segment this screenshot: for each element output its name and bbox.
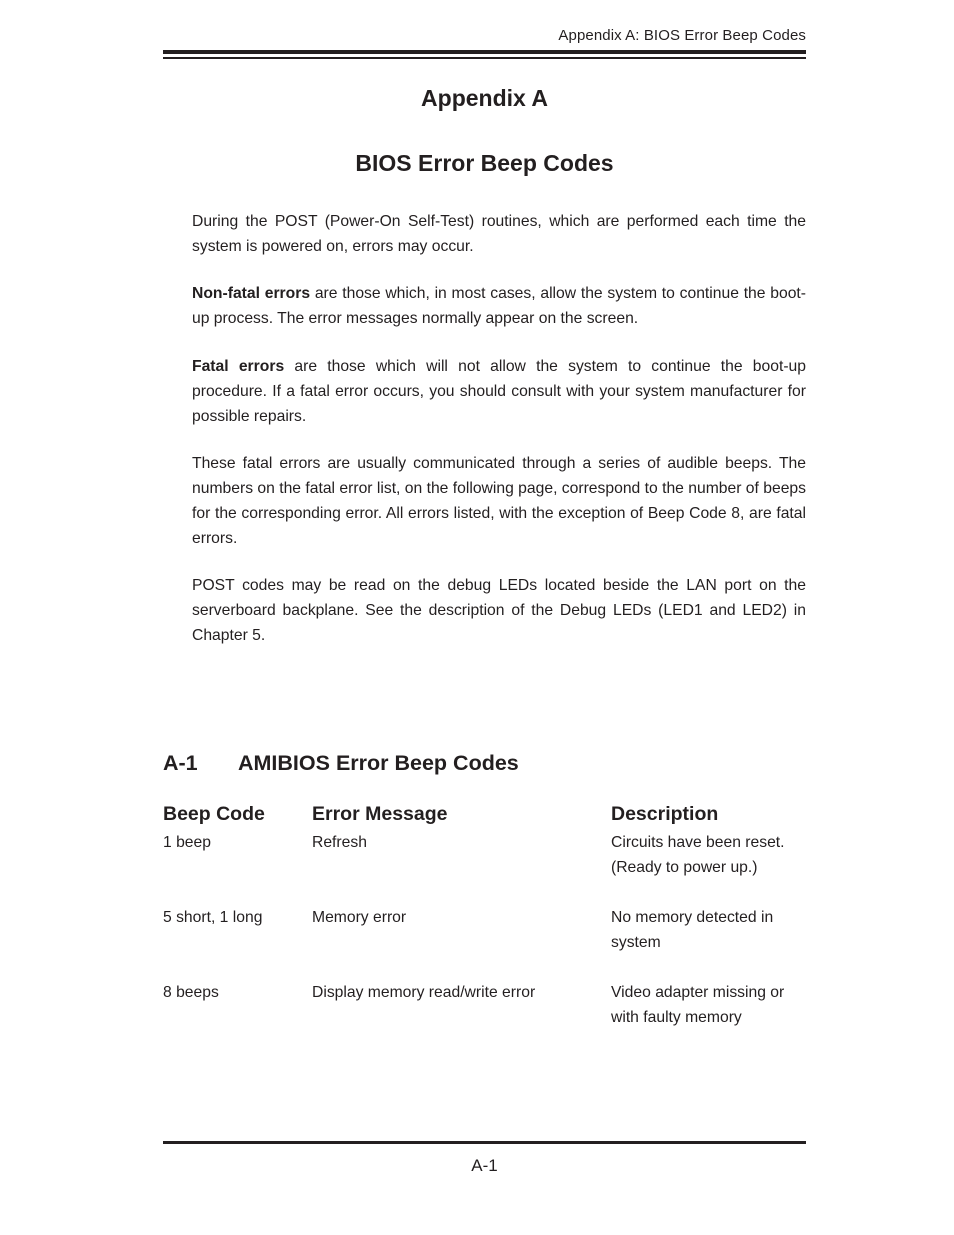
fatal-term: Fatal errors — [192, 358, 285, 375]
table-row-1-description-line1: Circuits have been reset. — [611, 834, 785, 851]
header-rule-thick — [163, 50, 806, 54]
chapter-title: BIOS Error Beep Codes — [355, 150, 614, 176]
beeps-paragraph: These fatal errors are usually communicated through a series of audible beeps. The numbers on the fatal error list, on the following page, correspond to the number of beeps for the corresponding error. All errors listed, with the exception of Beep Code 8, are fatal errors. — [192, 455, 806, 547]
table-row-3-description-line2: with faulty memory — [611, 1009, 742, 1026]
non-fatal-paragraph — [192, 281, 806, 331]
fatal-paragraph — [192, 354, 806, 429]
fatal-text: are those which will not allow the system to continue the boot-up procedure. If a fatal error occurs, you should consult with your system manufacturer for possible repairs. — [192, 358, 806, 425]
non-fatal-term: Non-fatal errors — [192, 285, 311, 302]
section-title: AMIBIOS Error Beep Codes — [238, 751, 519, 775]
footer-rule — [163, 1141, 806, 1144]
col-header-error-message: Error Message — [312, 803, 448, 825]
table-row-3-error-message: Display memory read/write error — [312, 984, 536, 1001]
header-rule-thin — [163, 57, 806, 59]
page-number: A-1 — [471, 1156, 498, 1175]
col-header-description: Description — [611, 803, 719, 825]
table-row-1-description-line2: (Ready to power up.) — [611, 859, 758, 876]
section-number: A-1 — [163, 751, 198, 775]
table-row-1-beep-code: 1 beep — [163, 834, 211, 851]
table-row-2-error-message: Memory error — [312, 909, 407, 926]
col-header-beep-code: Beep Code — [163, 803, 265, 825]
table-row-2-description-line1: No memory detected in — [611, 909, 774, 926]
running-header: Appendix A: BIOS Error Beep Codes — [558, 27, 806, 44]
table-row-2-description-line2: system — [611, 934, 661, 951]
intro-paragraph: During the POST (Power-On Self-Test) routines, which are performed each time the system is powered on, errors may occur. — [192, 213, 806, 255]
appendix-title: Appendix A — [421, 85, 548, 111]
table-row-1-error-message: Refresh — [312, 834, 367, 851]
non-fatal-text: are those which, in most cases, allow the system to continue the boot-up process. The error messages normally appear on the screen. — [192, 285, 806, 327]
post-codes-paragraph: POST codes may be read on the debug LEDs located beside the LAN port on the serverboard backplane. See the description of the Debug LEDs (LED1 and LED2) in Chapter 5. — [192, 577, 806, 644]
table-row-3-description-line1: Video adapter missing or — [611, 984, 785, 1001]
table-row-3-beep-code: 8 beeps — [163, 984, 219, 1001]
table-row-2-beep-code: 5 short, 1 long — [163, 909, 263, 926]
section-heading — [163, 751, 519, 776]
